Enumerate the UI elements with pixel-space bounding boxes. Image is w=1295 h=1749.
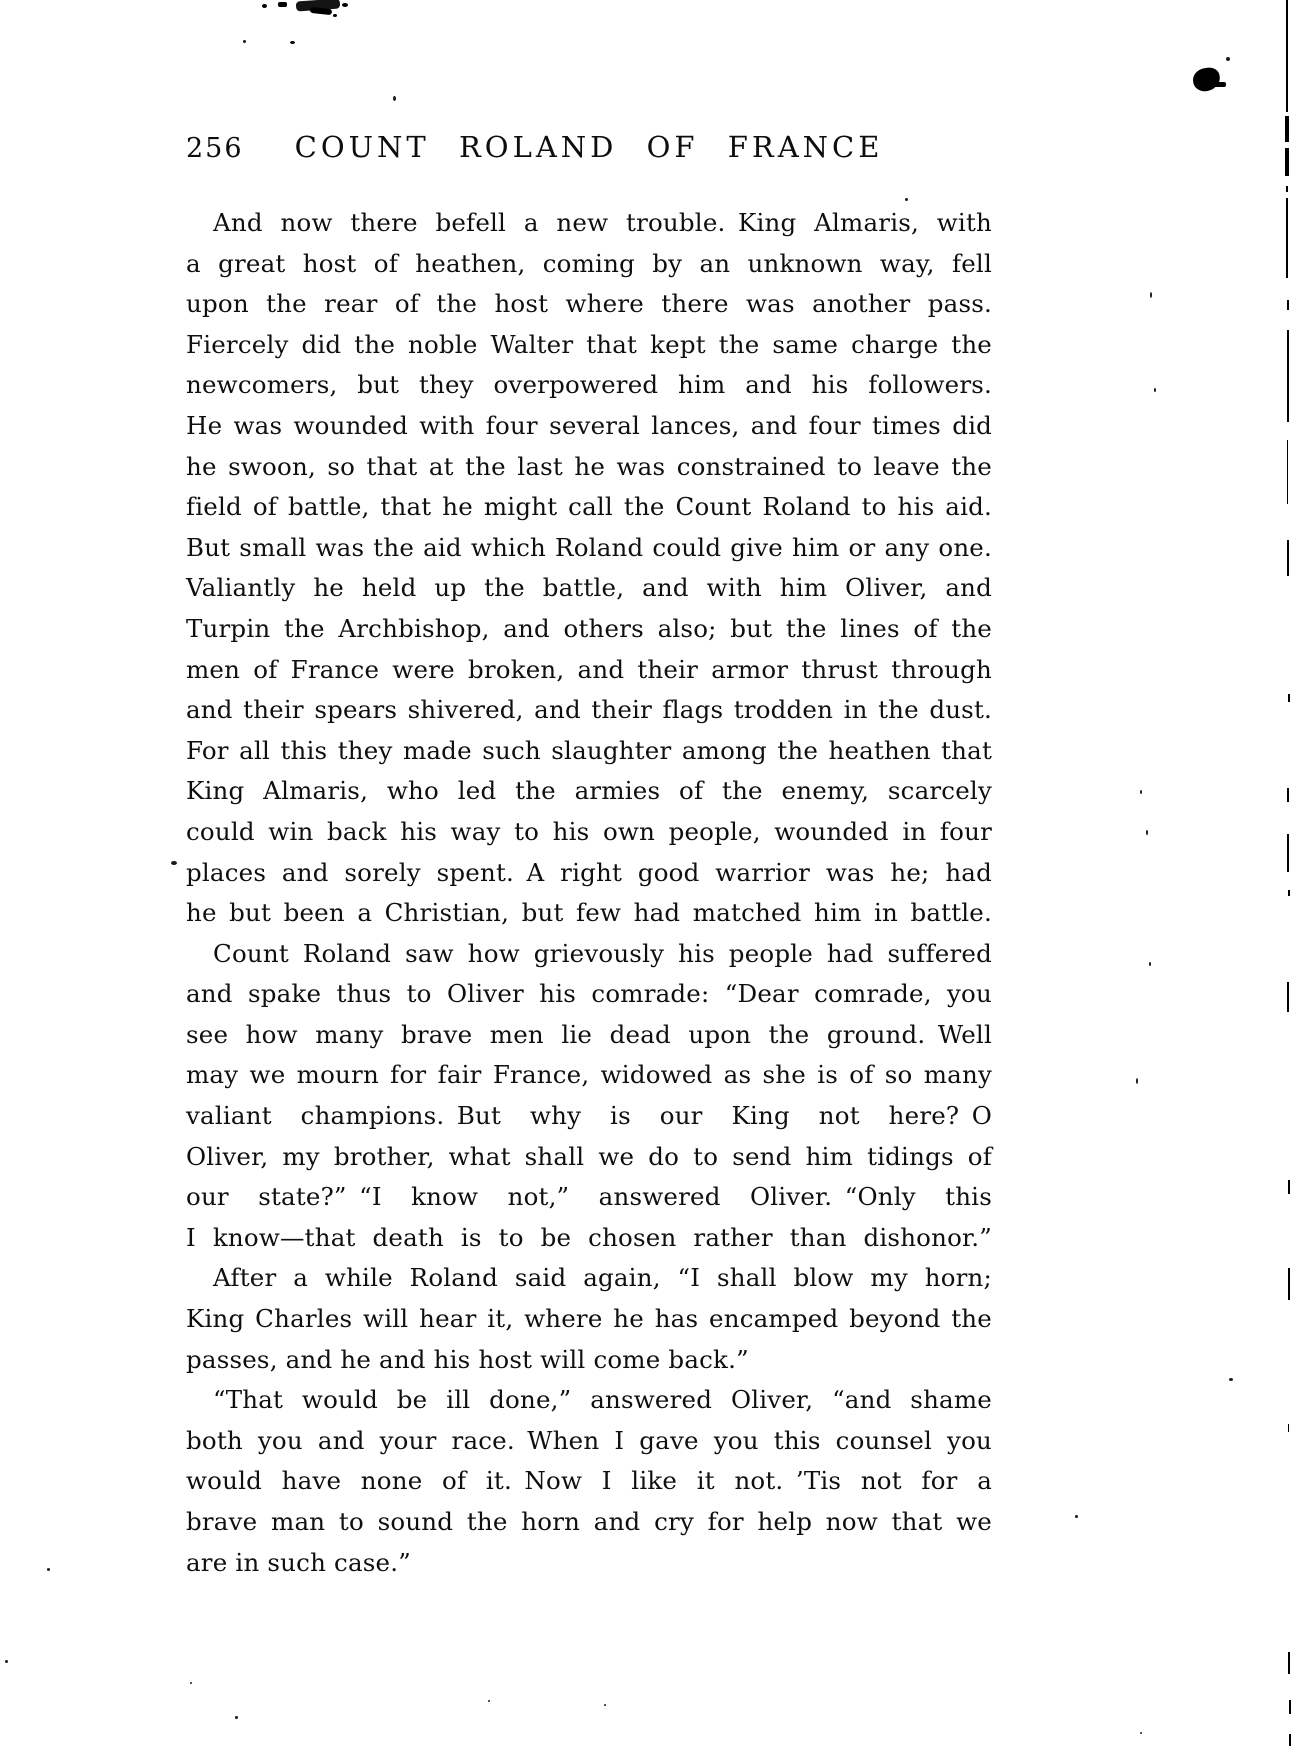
text-line: Fiercely did the noble Walter that kept the same charge the: [186, 329, 992, 359]
text-line: field of battle, that he might call the Count Roland to his aid.: [186, 492, 992, 522]
text-line: But small was the aid which Roland could give him or any one.: [186, 532, 992, 562]
text-line: are in such case.”: [186, 1547, 411, 1577]
text-line: brave man to sound the horn and cry for help now that we: [186, 1507, 992, 1536]
text-line: Valiantly he held up the battle, and with him Oliver, and: [186, 573, 992, 603]
text-line: And now there befell a new trouble. King Almaris, with: [213, 208, 992, 237]
text-line: and spake thus to Oliver his comrade: “Dear comrade, you: [186, 979, 992, 1009]
text-line: both you and your race. When I gave you this counsel you: [186, 1425, 992, 1455]
text-block: [186, 203, 992, 1583]
page-header: [186, 130, 992, 172]
text-line: he swoon, so that at the last he was constrained to leave the: [186, 451, 992, 481]
text-line: newcomers, but they overpowered him and his followers.: [186, 370, 992, 400]
text-line: men of France were broken, and their armor thrust through: [186, 654, 992, 684]
text-line: could win back his way to his own people, wounded in four: [186, 816, 992, 846]
text-line: would have none of it. Now I like it not. ’Tis not for a: [186, 1466, 992, 1496]
text-line: He was wounded with four several lances, and four times did: [186, 410, 992, 440]
text-line: upon the rear of the host where there was another pass.: [186, 289, 992, 319]
text-line: a great host of heathen, coming by an unknown way, fell: [186, 248, 992, 278]
running-title: COUNT ROLAND OF FRANCE: [294, 130, 884, 164]
text-line: “That would be ill done,” answered Oliver, “and shame: [213, 1385, 992, 1415]
text-line: places and sorely spent. A right good warrior was he; had: [186, 857, 992, 887]
page-number: 256: [186, 133, 244, 164]
text-line: and their spears shivered, and their flags trodden in the dust.: [186, 695, 992, 725]
text-line: see how many brave men lie dead upon the ground. Well: [186, 1019, 992, 1049]
text-line: valiant champions. But why is our King not here? O: [186, 1101, 992, 1131]
text-line: may we mourn for fair France, widowed as she is of so many: [186, 1060, 992, 1090]
text-line: Count Roland saw how grievously his people had suffered: [213, 938, 992, 968]
text-line: For all this they made such slaughter among the heathen that: [186, 735, 992, 765]
text-line: he but been a Christian, but few had matched him in battle.: [186, 898, 992, 928]
text-line: After a while Roland said again, “I shall blow my horn;: [213, 1263, 992, 1293]
text-line: King Almaris, who led the armies of the enemy, scarcely: [186, 776, 992, 806]
text-line: Oliver, my brother, what shall we do to send him tidings of: [186, 1141, 992, 1171]
text-line: King Charles will hear it, where he has encamped beyond the: [186, 1304, 992, 1334]
text-line: passes, and he and his host will come back.”: [186, 1344, 749, 1374]
text-line: our state?” “I know not,” answered Oliver. “Only this: [186, 1182, 992, 1212]
text-line: I know—that death is to be chosen rather than dishonor.”: [186, 1222, 992, 1252]
text-line: Turpin the Archbishop, and others also; but the lines of the: [186, 613, 992, 643]
